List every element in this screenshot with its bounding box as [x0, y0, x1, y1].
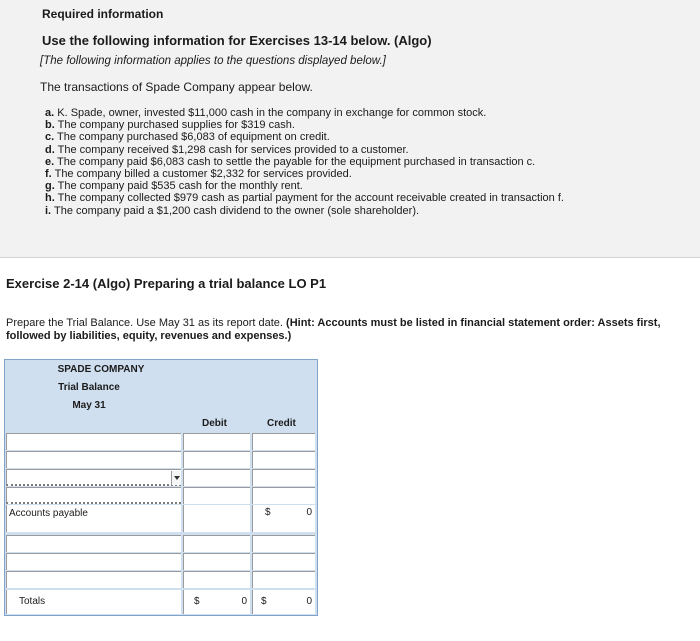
debit-input[interactable] [183, 571, 250, 588]
currency-symbol: $ [265, 507, 271, 518]
required-information-panel [0, 0, 700, 258]
credit-input[interactable] [252, 469, 315, 486]
totals-debit-value: 0 [241, 596, 247, 607]
accounts-payable-label: Accounts payable [9, 508, 88, 519]
instruction-hint: (Hint: Accounts must be listed in financial statement order: Assets first, followed by liabilities, equity, revenues and expenses.) [6, 317, 661, 342]
debit-column-header: Debit [202, 418, 227, 429]
credit-input[interactable] [252, 553, 315, 570]
credit-input[interactable] [252, 451, 315, 468]
totals-debit [183, 590, 250, 614]
company-name: SPADE COMPANY [57, 364, 145, 375]
credit-input[interactable] [252, 487, 315, 504]
transaction-item: f. The company billed a customer $2,332 for services provided. [45, 168, 352, 181]
accounts-payable-credit-value: 0 [306, 507, 312, 518]
currency-symbol: $ [261, 596, 267, 607]
credit-input[interactable] [252, 571, 315, 588]
transactions-intro: The transactions of Spade Company appear below. [40, 80, 313, 94]
exercise-title: Exercise 2-14 (Algo) Preparing a trial balance LO P1 [6, 276, 327, 291]
account-name-input[interactable] [6, 571, 181, 588]
accounts-payable-credit-input[interactable] [252, 505, 315, 532]
transaction-item: g. The company paid $535 cash for the monthly rent. [45, 180, 303, 193]
statement-date: May 31 [72, 400, 106, 411]
trial-balance-worksheet [4, 359, 318, 616]
required-heading: Required information [42, 7, 164, 21]
transaction-item: h. The company collected $979 cash as partial payment for the account receivable created in transaction f. [45, 192, 564, 205]
transaction-item: i. The company paid a $1,200 cash dividend to the owner (sole shareholder). [45, 204, 420, 217]
totals-credit-value: 0 [306, 596, 312, 607]
account-name-input[interactable] [6, 451, 181, 468]
applies-note: [The following information applies to the questions displayed below.] [40, 55, 386, 67]
account-select[interactable] [6, 469, 181, 486]
transaction-list [45, 107, 564, 217]
debit-input[interactable] [183, 433, 250, 450]
instruction-text: Prepare the Trial Balance. Use May 31 as its report date. [6, 317, 283, 329]
transaction-item: c. The company purchased $6,083 of equipment on credit. [45, 131, 330, 144]
debit-input[interactable] [183, 451, 250, 468]
accounts-payable-debit-input[interactable] [183, 505, 250, 532]
account-name-input[interactable] [6, 553, 181, 570]
statement-title: Trial Balance [58, 382, 120, 393]
debit-input[interactable] [183, 487, 250, 504]
account-name-input[interactable] [6, 487, 181, 504]
transaction-item: a. K. Spade, owner, invested $11,000 cash in the company in exchange for common stock. [45, 107, 487, 119]
debit-input[interactable] [183, 469, 250, 486]
account-name-input[interactable] [6, 535, 181, 552]
accounts-payable-row [6, 505, 181, 532]
credit-input[interactable] [252, 433, 315, 450]
totals-credit [252, 590, 315, 614]
exercise-instruction [6, 317, 696, 343]
chevron-down-icon[interactable] [171, 471, 181, 485]
transaction-item: e. The company paid $6,083 cash to settle the payable for the equipment purchased in transaction c. [45, 155, 536, 168]
debit-input[interactable] [183, 535, 250, 552]
transaction-item: b. The company purchased supplies for $319 cash. [45, 119, 295, 132]
currency-symbol: $ [194, 596, 200, 607]
totals-label: Totals [19, 596, 46, 607]
credit-input[interactable] [252, 535, 315, 552]
totals-row [6, 590, 181, 614]
credit-column-header: Credit [267, 418, 296, 429]
use-following-heading: Use the following information for Exercises 13-14 below. (Algo) [42, 33, 432, 48]
account-name-input[interactable] [6, 433, 181, 450]
debit-input[interactable] [183, 553, 250, 570]
transaction-item: d. The company received $1,298 cash for services provided to a customer. [45, 143, 409, 156]
